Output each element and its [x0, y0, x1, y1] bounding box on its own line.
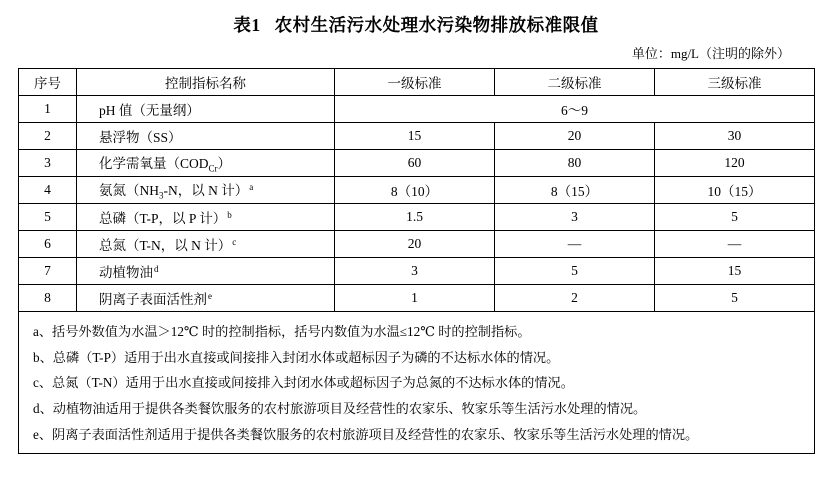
cell-indicator-name	[77, 258, 335, 285]
cell-indicator-name	[77, 96, 335, 123]
note-line: c、总氮（T-N）适用于出水直接或间接排入封闭水体或超标因子为总氮的不达标水体的情况。	[33, 375, 574, 391]
cell-row-number: 5	[19, 204, 77, 231]
cell-value-level2: 80	[495, 150, 655, 177]
table-row	[19, 258, 815, 285]
header-cell-level1: 一级标准	[335, 69, 495, 96]
indicator-subscript: 3	[159, 190, 164, 201]
cell-indicator-name	[77, 285, 335, 312]
table-title-text: 农村生活污水处理水污染物排放标准限值	[274, 15, 599, 35]
cell-value-level2: 5	[495, 258, 655, 285]
footnote-marker: e	[208, 290, 212, 301]
table-row	[19, 204, 815, 231]
indicator-name-suffix: ）	[217, 156, 232, 172]
cell-value-level3: 5	[655, 204, 815, 231]
table-header-row	[19, 69, 815, 96]
cell-row-number: 6	[19, 231, 77, 258]
cell-value-level1: 1	[335, 285, 495, 312]
table-notes-row	[19, 312, 815, 454]
cell-indicator-name	[77, 231, 335, 258]
cell-indicator-name	[77, 204, 335, 231]
indicator-name-text: 悬浮物（SS）	[99, 130, 182, 145]
indicator-name-text: 总磷（T-P，以 P 计）	[99, 211, 227, 226]
header-cell-level2: 二级标准	[495, 69, 655, 96]
table-row	[19, 123, 815, 150]
cell-value-level2: 8（15）	[495, 177, 655, 204]
unit-note: 单位：mg/L（注明的除外）	[631, 46, 790, 61]
cell-value-level3: —	[655, 231, 815, 258]
table-row	[19, 150, 815, 177]
standards-table	[18, 68, 815, 454]
indicator-name-text: 化学需氧量（COD	[99, 156, 209, 172]
cell-value-all-levels: 6～9	[335, 96, 815, 123]
header-cell-level3: 三级标准	[655, 69, 815, 96]
footnote-marker: a	[249, 181, 254, 192]
indicator-name-text: pH 值（无量纲）	[99, 103, 200, 118]
cell-value-level1: 1.5	[335, 204, 495, 231]
table-number: 表1	[233, 15, 261, 35]
footnote-marker: c	[232, 236, 237, 247]
cell-row-number: 7	[19, 258, 77, 285]
cell-value-level3: 10（15）	[655, 177, 815, 204]
header-cell-no: 序号	[19, 69, 77, 96]
cell-indicator-name	[77, 123, 335, 150]
note-line: a、括号外数值为水温＞12℃ 时的控制指标，括号内数值为水温≤12℃ 时的控制指标。	[33, 324, 531, 339]
cell-row-number: 2	[19, 123, 77, 150]
footnote-marker: b	[227, 209, 232, 220]
cell-value-level1: 15	[335, 123, 495, 150]
note-line: d、动植物油适用于提供各类餐饮服务的农村旅游项目及经营性的农家乐、牧家乐等生活污水处理的情况。	[33, 401, 647, 417]
cell-row-number: 4	[19, 177, 77, 204]
indicator-name-text: 动植物油	[99, 265, 153, 280]
note-line: b、总磷（T-P）适用于出水直接或间接排入封闭水体或超标因子为磷的不达标水体的情况。	[33, 349, 560, 365]
cell-value-level1: 60	[335, 150, 495, 177]
note-line: e、阴离子表面活性剂适用于提供各类餐饮服务的农村旅游项目及经营性的农家乐、牧家乐等生活污水处理的情况。	[33, 426, 699, 442]
footnote-marker: d	[154, 263, 159, 274]
table-row	[19, 96, 815, 123]
cell-row-number: 3	[19, 150, 77, 177]
indicator-name-text: 氨氮（NH	[99, 183, 159, 199]
cell-indicator-name	[77, 177, 335, 204]
table-row	[19, 285, 815, 312]
cell-value-level3: 5	[655, 285, 815, 312]
cell-value-level2: 20	[495, 123, 655, 150]
indicator-name-suffix: -N，以 N 计）	[163, 183, 249, 199]
cell-row-number: 1	[19, 96, 77, 123]
cell-indicator-name	[77, 150, 335, 177]
indicator-name-text: 总氮（T-N，以 N 计）	[99, 238, 232, 253]
table-row	[19, 177, 815, 204]
page-title	[18, 12, 814, 37]
cell-value-level3: 120	[655, 150, 815, 177]
cell-value-level3: 15	[655, 258, 815, 285]
table-row	[19, 231, 815, 258]
cell-row-number: 8	[19, 285, 77, 312]
cell-value-level2: 2	[495, 285, 655, 312]
table-notes	[19, 312, 815, 454]
indicator-subscript: Cr	[208, 163, 218, 174]
cell-value-level2: 3	[495, 204, 655, 231]
cell-value-level1: 3	[335, 258, 495, 285]
header-cell-name: 控制指标名称	[77, 69, 335, 96]
document-page	[0, 12, 832, 496]
cell-value-level1: 20	[335, 231, 495, 258]
cell-value-level1: 8（10）	[335, 177, 495, 204]
cell-value-level3: 30	[655, 123, 815, 150]
indicator-name-text: 阴离子表面活性剂	[99, 292, 207, 307]
cell-value-level2: —	[495, 231, 655, 258]
